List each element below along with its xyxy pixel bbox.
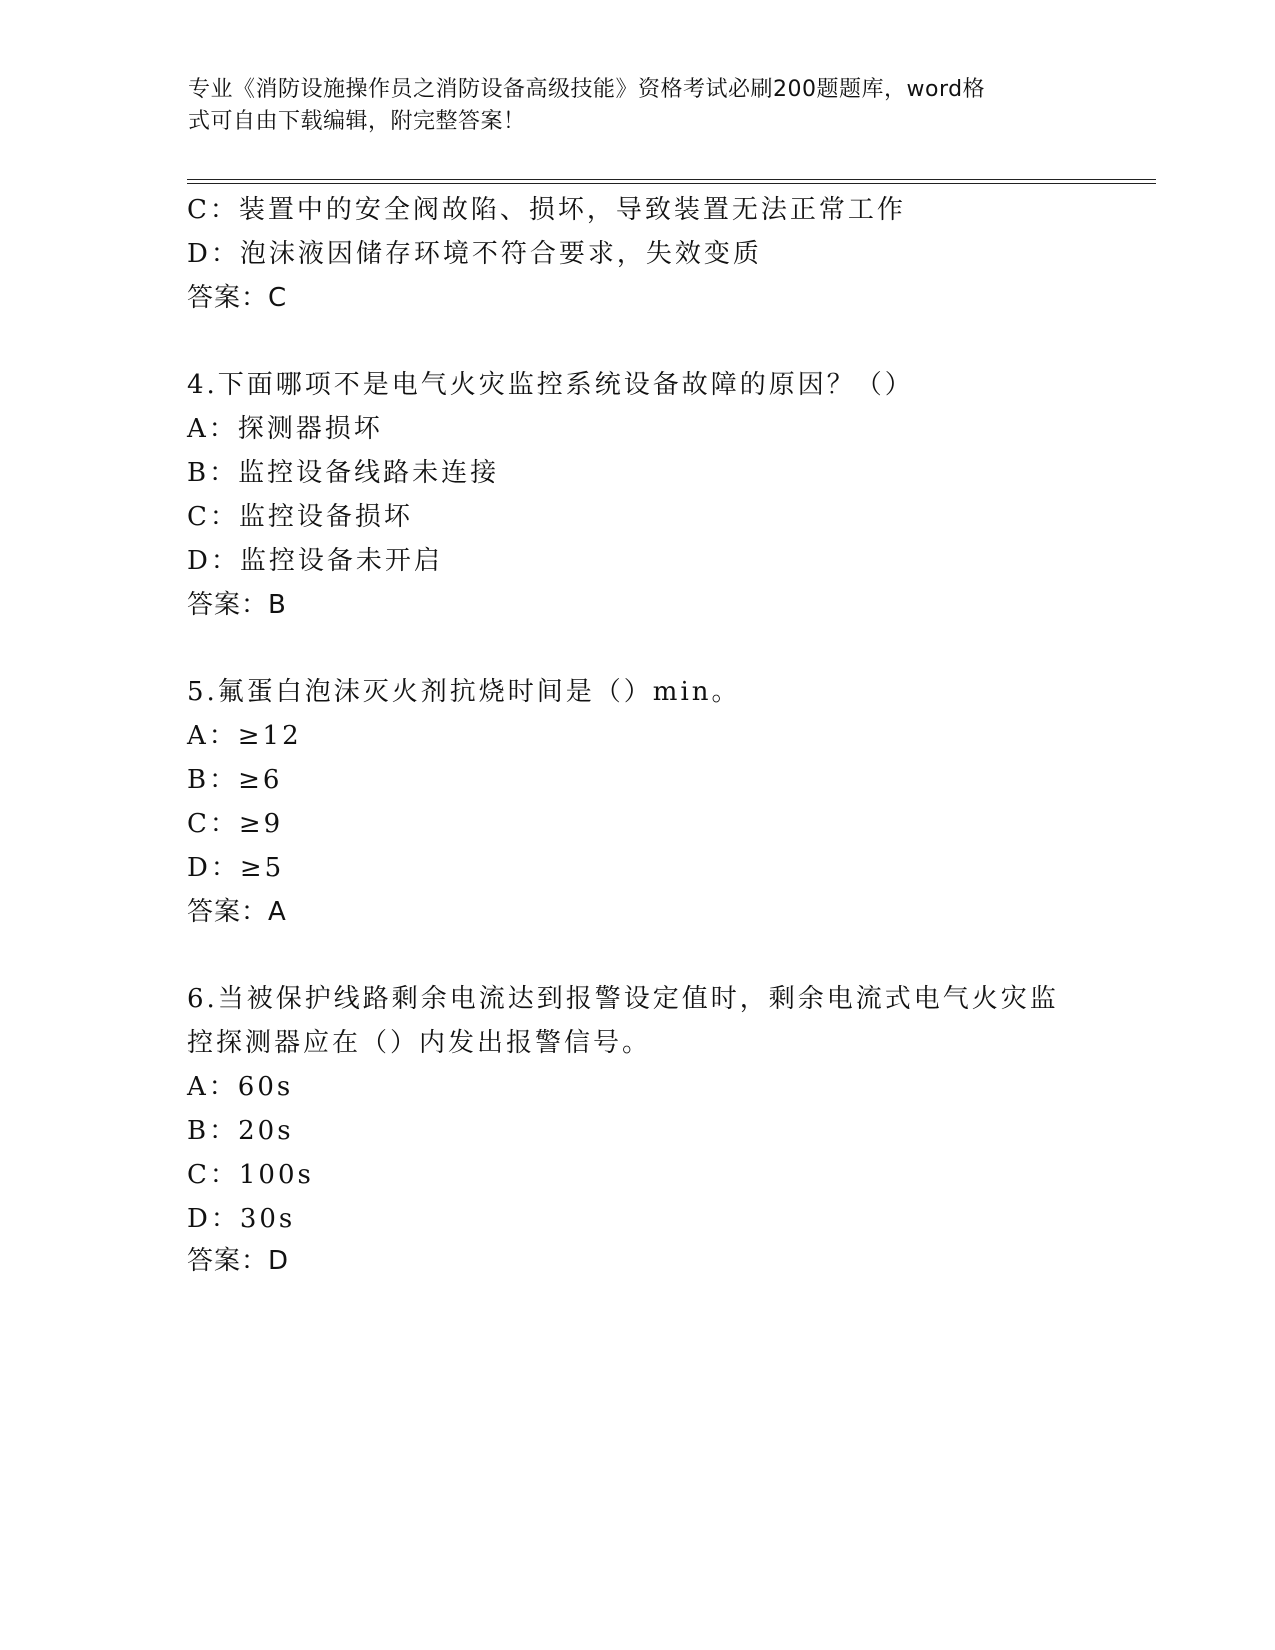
document-header [188,74,1068,138]
q6-answer: 答案：D [187,1246,290,1276]
q4-option-c: C：监控设备损坏 [187,502,413,532]
q4-option-b: B：监控设备线路未连接 [187,458,500,488]
q6-stem-line-1: 6.当被保护线路剩余电流达到报警设定值时，剩余电流式电气火灾监 [187,984,1059,1014]
q5-answer: 答案：A [187,897,287,927]
q6-option-b: B：20s [187,1116,294,1146]
q4-answer: 答案：B [187,590,287,620]
header-divider-bottom [187,183,1156,184]
header-line-2: 式可自由下载编辑，附完整答案！ [188,109,526,134]
q6-option-a: A：60s [187,1072,294,1102]
q3-option-c: C：装置中的安全阀故陷、损坏，导致装置无法正常工作 [187,195,906,225]
q4-stem: 4.下面哪项不是电气火灾监控系统设备故障的原因？（） [187,370,914,400]
q5-option-a: A：≥12 [187,721,302,751]
q3-answer: 答案：C [187,283,288,313]
q5-option-b: B：≥6 [187,765,283,795]
q5-option-c: C：≥9 [187,809,284,839]
q6-option-c: C：100s [187,1160,314,1190]
q4-option-d: D：监控设备未开启 [187,546,443,576]
header-line-1: 专业《消防设施操作员之消防设备高级技能》资格考试必刷200题题库，word格 [188,77,986,102]
q4-option-a: A：探测器损坏 [187,414,383,444]
q3-option-d: D：泡沫液因储存环境不符合要求，失效变质 [187,239,762,269]
q5-option-d: D：≥5 [187,853,285,883]
q6-option-d: D：30s [187,1204,296,1234]
header-divider-top [187,179,1156,180]
q5-stem: 5.氟蛋白泡沫灭火剂抗烧时间是（）min。 [187,677,741,707]
q6-stem-line-2: 控探测器应在（）内发出报警信号。 [187,1028,652,1058]
